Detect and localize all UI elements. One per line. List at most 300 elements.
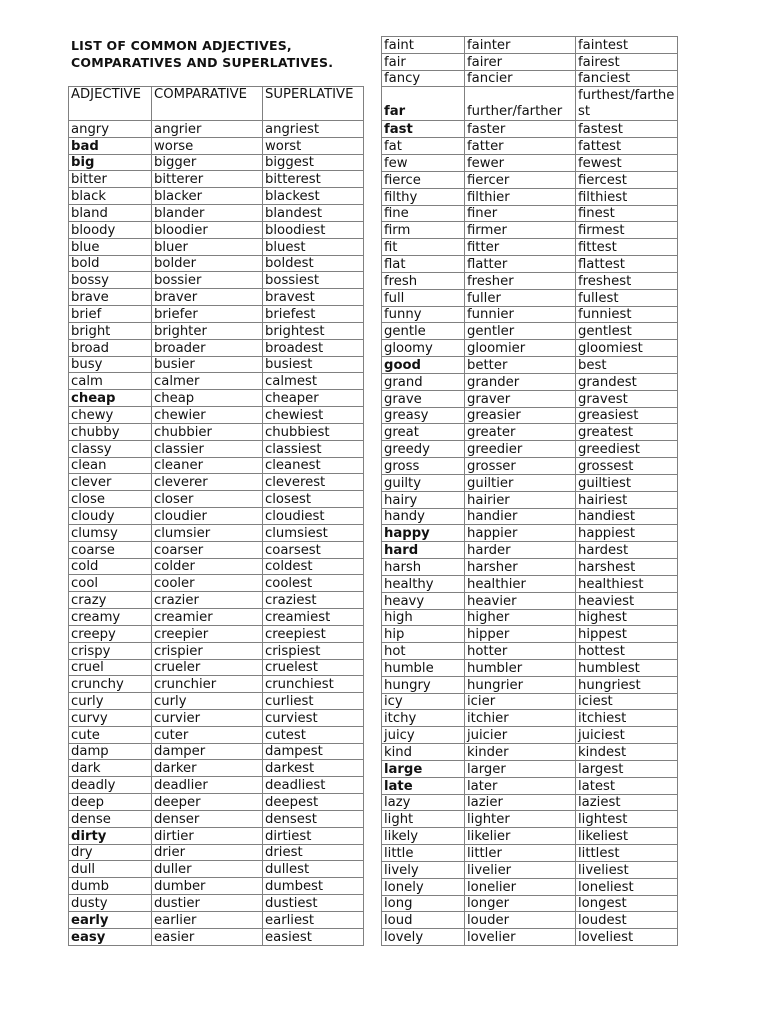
table-row xyxy=(382,188,678,205)
adjective-cell: little xyxy=(382,845,465,862)
comparative-cell: dumber xyxy=(152,878,263,895)
table-row xyxy=(382,609,678,626)
adjective-cell: close xyxy=(69,491,152,508)
comparative-cell: crazier xyxy=(152,592,263,609)
table-row xyxy=(69,373,364,390)
table-row xyxy=(69,794,364,811)
table-row xyxy=(382,878,678,895)
superlative-cell: fullest xyxy=(576,289,678,306)
superlative-cell: iciest xyxy=(576,693,678,710)
superlative-cell: crunchiest xyxy=(263,676,364,693)
comparative-cell: fewer xyxy=(465,155,576,172)
adjective-cell: dense xyxy=(69,810,152,827)
adjective-cell: happy xyxy=(382,525,465,542)
adjective-cell: full xyxy=(382,289,465,306)
comparative-cell: icier xyxy=(465,693,576,710)
adjective-cell: fancy xyxy=(382,70,465,87)
comparative-cell: hotter xyxy=(465,643,576,660)
table-row xyxy=(69,777,364,794)
superlative-cell: fiercest xyxy=(576,171,678,188)
header-adjective: ADJECTIVE xyxy=(69,87,152,121)
superlative-cell: classiest xyxy=(263,440,364,457)
superlative-cell: greasiest xyxy=(576,407,678,424)
superlative-cell: handiest xyxy=(576,508,678,525)
comparative-cell: lazier xyxy=(465,794,576,811)
table-row xyxy=(69,508,364,525)
table-row xyxy=(69,861,364,878)
comparative-cell: cuter xyxy=(152,726,263,743)
comparative-cell: lighter xyxy=(465,811,576,828)
superlative-cell: angriest xyxy=(263,121,364,138)
adjective-cell: fat xyxy=(382,138,465,155)
page-title: LIST OF COMMON ADJECTIVES, COMPARATIVES AND SUPERLATIVES. xyxy=(71,38,334,70)
comparative-cell: calmer xyxy=(152,373,263,390)
adjective-cell: deep xyxy=(69,794,152,811)
adjective-cell: likely xyxy=(382,828,465,845)
superlative-cell: loveliest xyxy=(576,929,678,946)
adjective-cell: cool xyxy=(69,575,152,592)
adjective-cell: fair xyxy=(382,53,465,70)
superlative-cell: littlest xyxy=(576,845,678,862)
comparative-cell: funnier xyxy=(465,306,576,323)
adjective-cell: busy xyxy=(69,356,152,373)
comparative-cell: livelier xyxy=(465,861,576,878)
table-row xyxy=(382,390,678,407)
adjective-cell: loud xyxy=(382,912,465,929)
adjective-cell: bloody xyxy=(69,221,152,238)
comparative-cell: drier xyxy=(152,844,263,861)
adjective-cell: dry xyxy=(69,844,152,861)
table-row xyxy=(382,121,678,138)
table-row xyxy=(69,575,364,592)
table-row xyxy=(382,659,678,676)
adjective-cell: early xyxy=(69,911,152,928)
adjective-cell: fast xyxy=(382,121,465,138)
table-row xyxy=(69,558,364,575)
comparative-cell: grander xyxy=(465,373,576,390)
superlative-cell: blandest xyxy=(263,205,364,222)
comparative-cell: hairier xyxy=(465,491,576,508)
table-row xyxy=(69,524,364,541)
adjective-cell: curly xyxy=(69,693,152,710)
table-row xyxy=(69,289,364,306)
superlative-cell: heaviest xyxy=(576,592,678,609)
adjective-cell: blue xyxy=(69,238,152,255)
comparative-cell: closer xyxy=(152,491,263,508)
comparative-cell: higher xyxy=(465,609,576,626)
superlative-cell: fewest xyxy=(576,155,678,172)
adjective-cell: cute xyxy=(69,726,152,743)
adjective-cell: chewy xyxy=(69,407,152,424)
comparative-cell: bossier xyxy=(152,272,263,289)
superlative-cell: hardest xyxy=(576,542,678,559)
superlative-cell: worst xyxy=(263,137,364,154)
table-row xyxy=(382,474,678,491)
table-row xyxy=(69,491,364,508)
adjective-cell: calm xyxy=(69,373,152,390)
table-row xyxy=(382,491,678,508)
comparative-cell: brighter xyxy=(152,322,263,339)
superlative-cell: itchiest xyxy=(576,710,678,727)
comparative-cell: bigger xyxy=(152,154,263,171)
adjective-cell: late xyxy=(382,777,465,794)
comparative-cell: grosser xyxy=(465,458,576,475)
comparative-cell: denser xyxy=(152,810,263,827)
superlative-cell: longest xyxy=(576,895,678,912)
comparative-cell: juicier xyxy=(465,727,576,744)
superlative-cell: crispiest xyxy=(263,642,364,659)
table-row xyxy=(69,911,364,928)
table-row xyxy=(69,188,364,205)
comparative-cell: chewier xyxy=(152,407,263,424)
adjective-cell: lonely xyxy=(382,878,465,895)
superlative-cell: boldest xyxy=(263,255,364,272)
adjective-cell: guilty xyxy=(382,474,465,491)
table-row xyxy=(382,727,678,744)
comparative-cell: damper xyxy=(152,743,263,760)
superlative-cell: kindest xyxy=(576,744,678,761)
table-row xyxy=(69,659,364,676)
comparative-cell: happier xyxy=(465,525,576,542)
table-row xyxy=(382,256,678,273)
superlative-cell: cleverest xyxy=(263,474,364,491)
adjective-cell: long xyxy=(382,895,465,912)
comparative-cell: bloodier xyxy=(152,221,263,238)
table-row xyxy=(69,356,364,373)
adjective-cell: filthy xyxy=(382,188,465,205)
table-row xyxy=(69,306,364,323)
comparative-cell: cleaner xyxy=(152,457,263,474)
adjective-cell: fresh xyxy=(382,272,465,289)
comparative-cell: fairer xyxy=(465,53,576,70)
table-row xyxy=(382,424,678,441)
table-row xyxy=(382,525,678,542)
adjective-cell: bold xyxy=(69,255,152,272)
superlative-cell: gloomiest xyxy=(576,340,678,357)
superlative-cell: dampest xyxy=(263,743,364,760)
table-row xyxy=(382,559,678,576)
adjective-cell: large xyxy=(382,760,465,777)
adjective-cell: curvy xyxy=(69,709,152,726)
table-row xyxy=(382,693,678,710)
table-row xyxy=(382,508,678,525)
adjective-cell: crispy xyxy=(69,642,152,659)
superlative-cell: humblest xyxy=(576,659,678,676)
superlative-cell: flattest xyxy=(576,256,678,273)
superlative-cell: gravest xyxy=(576,390,678,407)
comparative-cell: darker xyxy=(152,760,263,777)
comparative-cell: blacker xyxy=(152,188,263,205)
table-row xyxy=(69,238,364,255)
comparative-cell: longer xyxy=(465,895,576,912)
comparative-cell: broader xyxy=(152,339,263,356)
superlative-cell: craziest xyxy=(263,592,364,609)
table-row xyxy=(382,676,678,693)
table-row xyxy=(69,457,364,474)
comparative-cell: creamier xyxy=(152,609,263,626)
superlative-cell: happiest xyxy=(576,525,678,542)
adjective-cell: hard xyxy=(382,542,465,559)
table-row xyxy=(382,323,678,340)
comparative-cell: cheap xyxy=(152,390,263,407)
superlative-cell: largest xyxy=(576,760,678,777)
superlative-cell: closest xyxy=(263,491,364,508)
comparative-cell: fancier xyxy=(465,70,576,87)
table-row xyxy=(382,811,678,828)
adjective-cell: clean xyxy=(69,457,152,474)
superlative-cell: bravest xyxy=(263,289,364,306)
adjective-cell: brief xyxy=(69,306,152,323)
table-row xyxy=(69,743,364,760)
superlative-cell: brightest xyxy=(263,322,364,339)
superlative-cell: busiest xyxy=(263,356,364,373)
adjective-cell: bland xyxy=(69,205,152,222)
comparative-cell: further/farther xyxy=(465,87,576,121)
superlative-cell: hungriest xyxy=(576,676,678,693)
comparative-cell: duller xyxy=(152,861,263,878)
adjective-cell: icy xyxy=(382,693,465,710)
comparative-cell: finer xyxy=(465,205,576,222)
table-row xyxy=(382,357,678,374)
superlative-cell: greatest xyxy=(576,424,678,441)
table-row xyxy=(382,272,678,289)
superlative-cell: greediest xyxy=(576,441,678,458)
adjective-cell: humble xyxy=(382,659,465,676)
adjective-cell: fine xyxy=(382,205,465,222)
adjective-cell: itchy xyxy=(382,710,465,727)
table-row xyxy=(382,70,678,87)
adjective-cell: angry xyxy=(69,121,152,138)
comparative-cell: healthier xyxy=(465,575,576,592)
adjective-cell: fierce xyxy=(382,171,465,188)
table-row xyxy=(69,137,364,154)
superlative-cell: gentlest xyxy=(576,323,678,340)
table-row xyxy=(382,222,678,239)
superlative-cell: funniest xyxy=(576,306,678,323)
comparative-cell: gentler xyxy=(465,323,576,340)
table-row xyxy=(382,744,678,761)
adjective-cell: bright xyxy=(69,322,152,339)
comparative-cell: crueler xyxy=(152,659,263,676)
adjective-cell: crunchy xyxy=(69,676,152,693)
comparative-cell: classier xyxy=(152,440,263,457)
superlative-cell: hairiest xyxy=(576,491,678,508)
superlative-cell: dustiest xyxy=(263,895,364,912)
table-row xyxy=(69,121,364,138)
superlative-cell: fastest xyxy=(576,121,678,138)
comparative-cell: fiercer xyxy=(465,171,576,188)
comparative-cell: guiltier xyxy=(465,474,576,491)
superlative-cell: latest xyxy=(576,777,678,794)
superlative-cell: bitterest xyxy=(263,171,364,188)
superlative-cell: curliest xyxy=(263,693,364,710)
comparative-cell: easier xyxy=(152,928,263,945)
comparative-cell: later xyxy=(465,777,576,794)
superlative-cell: hippest xyxy=(576,626,678,643)
adjective-cell: dark xyxy=(69,760,152,777)
superlative-cell: likeliest xyxy=(576,828,678,845)
superlative-cell: briefest xyxy=(263,306,364,323)
adjective-cell: brave xyxy=(69,289,152,306)
superlative-cell: calmest xyxy=(263,373,364,390)
adjective-cell: black xyxy=(69,188,152,205)
comparative-cell: louder xyxy=(465,912,576,929)
superlative-cell: deepest xyxy=(263,794,364,811)
table-row xyxy=(69,423,364,440)
table-row xyxy=(69,221,364,238)
table-row xyxy=(69,726,364,743)
table-row xyxy=(69,171,364,188)
adjective-cell: flat xyxy=(382,256,465,273)
adjective-cell: grand xyxy=(382,373,465,390)
superlative-cell: densest xyxy=(263,810,364,827)
superlative-cell: finest xyxy=(576,205,678,222)
table-row xyxy=(69,255,364,272)
adjectives-table-right xyxy=(381,36,678,946)
comparative-cell: colder xyxy=(152,558,263,575)
table-row xyxy=(69,642,364,659)
superlative-cell: liveliest xyxy=(576,861,678,878)
table-row xyxy=(382,289,678,306)
adjective-cell: greedy xyxy=(382,441,465,458)
superlative-cell: coolest xyxy=(263,575,364,592)
superlative-cell: cheaper xyxy=(263,390,364,407)
adjective-cell: easy xyxy=(69,928,152,945)
table-row xyxy=(69,440,364,457)
adjective-cell: bad xyxy=(69,137,152,154)
superlative-cell: earliest xyxy=(263,911,364,928)
comparative-cell: deadlier xyxy=(152,777,263,794)
superlative-cell: fattest xyxy=(576,138,678,155)
table-row xyxy=(382,87,678,121)
superlative-cell: cloudiest xyxy=(263,508,364,525)
adjective-cell: harsh xyxy=(382,559,465,576)
table-row xyxy=(69,709,364,726)
adjective-cell: coarse xyxy=(69,541,152,558)
comparative-cell: humbler xyxy=(465,659,576,676)
adjective-cell: damp xyxy=(69,743,152,760)
comparative-cell: earlier xyxy=(152,911,263,928)
comparative-cell: harsher xyxy=(465,559,576,576)
adjective-cell: gloomy xyxy=(382,340,465,357)
comparative-cell: cleverer xyxy=(152,474,263,491)
superlative-cell: bloodiest xyxy=(263,221,364,238)
comparative-cell: braver xyxy=(152,289,263,306)
comparative-cell: worse xyxy=(152,137,263,154)
table-row xyxy=(69,609,364,626)
table-row xyxy=(382,626,678,643)
superlative-cell: freshest xyxy=(576,272,678,289)
comparative-cell: fainter xyxy=(465,37,576,54)
comparative-cell: littler xyxy=(465,845,576,862)
adjective-cell: hot xyxy=(382,643,465,660)
adjective-cell: good xyxy=(382,357,465,374)
superlative-cell: dumbest xyxy=(263,878,364,895)
header-superlative: SUPERLATIVE xyxy=(263,87,364,121)
adjective-cell: hungry xyxy=(382,676,465,693)
table-row xyxy=(69,827,364,844)
table-row xyxy=(69,693,364,710)
table-row xyxy=(69,928,364,945)
superlative-cell: dirtiest xyxy=(263,827,364,844)
superlative-cell: juiciest xyxy=(576,727,678,744)
superlative-cell: harshest xyxy=(576,559,678,576)
table-row xyxy=(69,810,364,827)
table-row xyxy=(382,912,678,929)
comparative-cell: busier xyxy=(152,356,263,373)
adjective-cell: lively xyxy=(382,861,465,878)
adjective-cell: lovely xyxy=(382,929,465,946)
comparative-cell: filthier xyxy=(465,188,576,205)
comparative-cell: gloomier xyxy=(465,340,576,357)
superlative-cell: fairest xyxy=(576,53,678,70)
adjective-cell: gross xyxy=(382,458,465,475)
superlative-cell: furthest/farthest xyxy=(576,87,678,121)
superlative-cell: cruelest xyxy=(263,659,364,676)
adjective-cell: faint xyxy=(382,37,465,54)
adjective-cell: creamy xyxy=(69,609,152,626)
table-row xyxy=(382,53,678,70)
superlative-cell: curviest xyxy=(263,709,364,726)
comparative-cell: bluer xyxy=(152,238,263,255)
superlative-cell: blackest xyxy=(263,188,364,205)
table-row xyxy=(382,592,678,609)
adjective-cell: bossy xyxy=(69,272,152,289)
superlative-cell: hottest xyxy=(576,643,678,660)
table-row xyxy=(69,390,364,407)
comparative-cell: deeper xyxy=(152,794,263,811)
superlative-cell: deadliest xyxy=(263,777,364,794)
table-row xyxy=(382,760,678,777)
comparative-cell: curvier xyxy=(152,709,263,726)
table-row xyxy=(69,844,364,861)
superlative-cell: coarsest xyxy=(263,541,364,558)
superlative-cell: bluest xyxy=(263,238,364,255)
comparative-cell: creepier xyxy=(152,625,263,642)
comparative-cell: briefer xyxy=(152,306,263,323)
adjective-cell: lazy xyxy=(382,794,465,811)
comparative-cell: crispier xyxy=(152,642,263,659)
table-row xyxy=(382,710,678,727)
comparative-cell: flatter xyxy=(465,256,576,273)
adjective-cell: clumsy xyxy=(69,524,152,541)
comparative-cell: hipper xyxy=(465,626,576,643)
superlative-cell: laziest xyxy=(576,794,678,811)
table-row xyxy=(382,777,678,794)
table-row xyxy=(69,339,364,356)
table-row xyxy=(69,322,364,339)
adjective-cell: light xyxy=(382,811,465,828)
table-row xyxy=(382,542,678,559)
table-row xyxy=(382,407,678,424)
adjective-cell: broad xyxy=(69,339,152,356)
table-row xyxy=(382,861,678,878)
superlative-cell: grandest xyxy=(576,373,678,390)
table-row xyxy=(69,474,364,491)
superlative-cell: driest xyxy=(263,844,364,861)
adjective-cell: gentle xyxy=(382,323,465,340)
adjective-cell: bitter xyxy=(69,171,152,188)
comparative-cell: curly xyxy=(152,693,263,710)
adjective-cell: great xyxy=(382,424,465,441)
adjective-cell: hairy xyxy=(382,491,465,508)
comparative-cell: cooler xyxy=(152,575,263,592)
adjective-cell: few xyxy=(382,155,465,172)
table-row xyxy=(382,441,678,458)
header-row xyxy=(69,87,364,121)
superlative-cell: bossiest xyxy=(263,272,364,289)
table-row xyxy=(382,794,678,811)
